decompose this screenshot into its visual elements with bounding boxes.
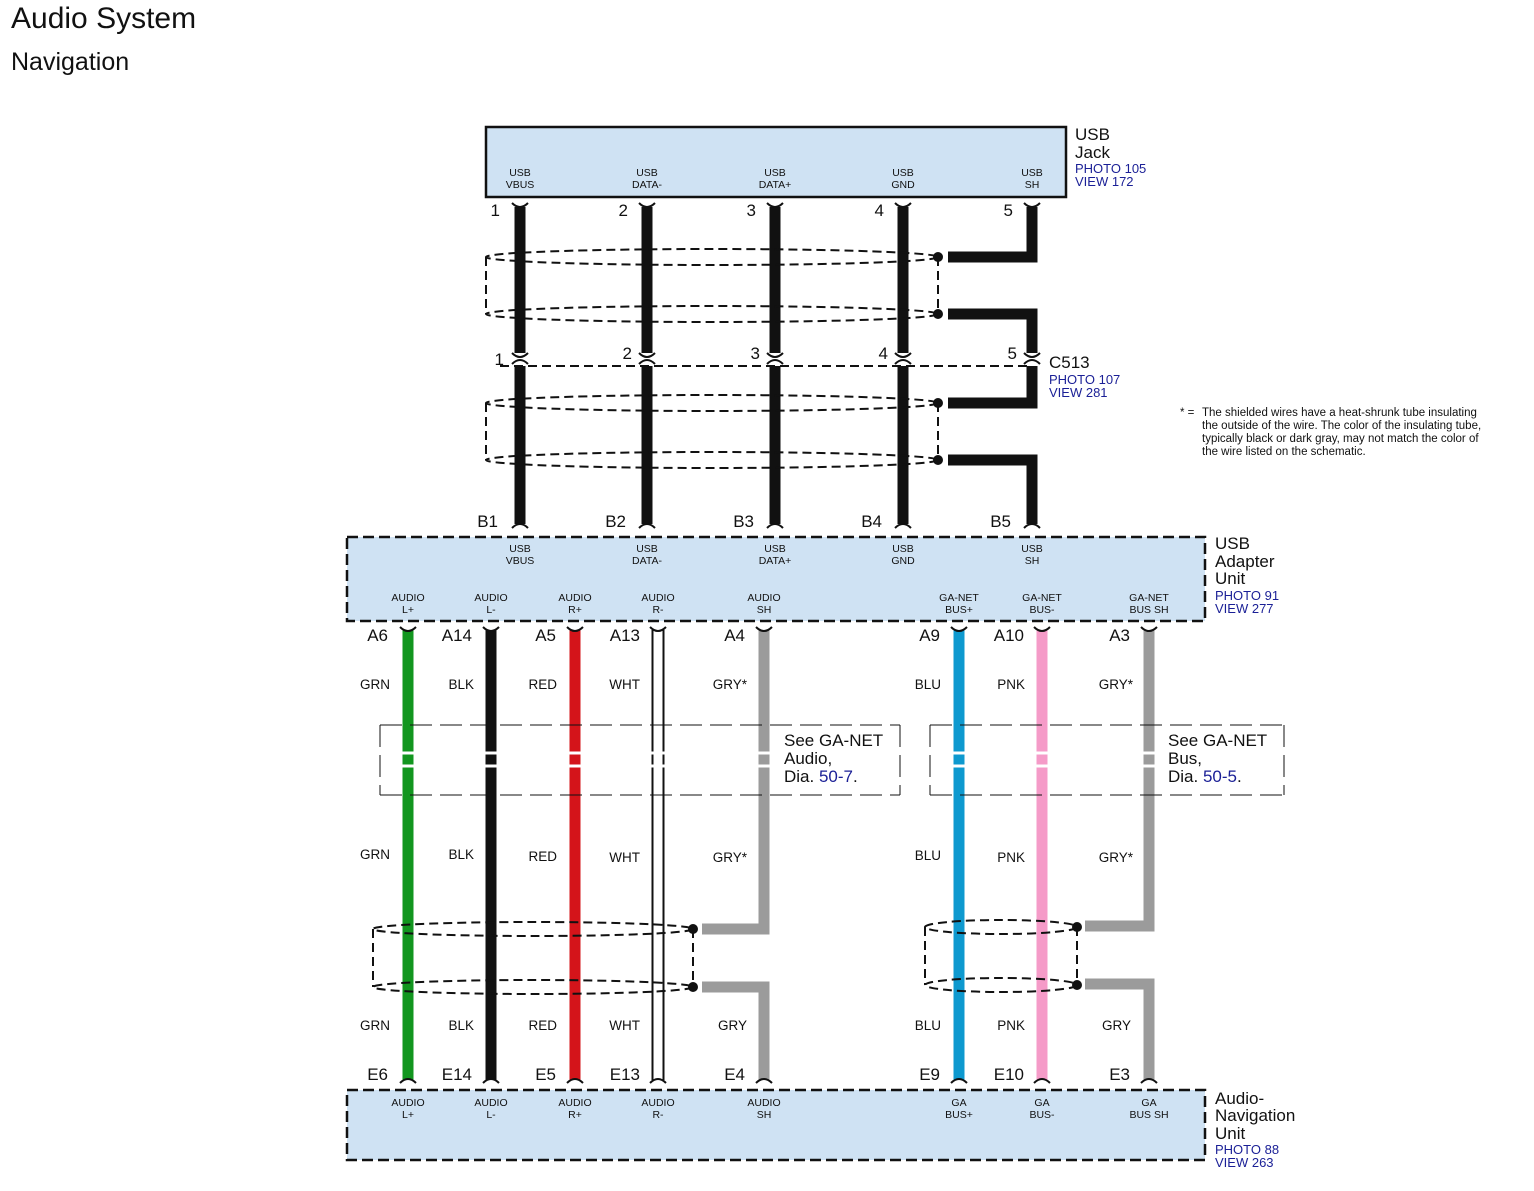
usb-adapter-unit <box>347 534 1279 621</box>
svg-text:GA-NET: GA-NET <box>939 592 979 604</box>
shield-middle <box>486 395 938 468</box>
svg-text:USB: USB <box>892 167 914 179</box>
svg-text:GRN: GRN <box>360 847 390 862</box>
svg-text:GRY*: GRY* <box>712 677 747 692</box>
shield-splice-dot <box>688 924 698 934</box>
svg-text:E6: E6 <box>367 1065 388 1084</box>
svg-text:E10: E10 <box>993 1065 1024 1084</box>
svg-text:USB: USB <box>509 543 531 555</box>
pin-number: 1 <box>494 350 504 369</box>
note-line: the wire listed on the schematic. <box>1202 446 1366 458</box>
ga-net-audio-reference <box>380 725 900 795</box>
shield-splice-dot <box>1072 980 1082 990</box>
adapter-a-pins <box>367 626 1130 645</box>
pin-number: 3 <box>746 201 756 220</box>
pin-number: B1 <box>477 512 498 531</box>
shield-splice-dot <box>1072 922 1082 932</box>
usb-adapter-name: USB <box>1215 534 1250 553</box>
svg-text:BLU: BLU <box>914 677 941 692</box>
pin-number: 5 <box>1007 344 1017 363</box>
svg-text:BLU: BLU <box>914 1018 941 1033</box>
svg-text:VBUS: VBUS <box>505 555 535 567</box>
usb-adapter-photo-link[interactable]: PHOTO 91 <box>1215 588 1280 603</box>
svg-text:USB: USB <box>1021 167 1043 179</box>
svg-text:USB: USB <box>509 167 531 179</box>
adapter-terminal <box>506 543 535 567</box>
audio-nav-name: Audio- <box>1215 1089 1265 1108</box>
pin-number: 3 <box>750 344 760 363</box>
usb-jack-photo-link[interactable]: PHOTO 105 <box>1075 161 1147 176</box>
svg-text:GRY: GRY <box>1101 1018 1131 1033</box>
svg-text:E9: E9 <box>919 1065 940 1084</box>
usb-adapter-view-link[interactable]: VIEW 277 <box>1215 601 1274 616</box>
dia-link-50-5[interactable]: 50-5 <box>1202 767 1237 786</box>
svg-text:A4: A4 <box>724 626 745 645</box>
page-title: Audio System <box>11 2 197 35</box>
svg-text:AUDIO: AUDIO <box>391 592 425 604</box>
svg-text:AUDIO: AUDIO <box>641 1097 675 1109</box>
shield-splice-dot <box>933 455 943 465</box>
svg-text:E3: E3 <box>1109 1065 1130 1084</box>
wire-gry-audio-sh <box>702 630 764 929</box>
pin-number: 5 <box>1003 201 1013 220</box>
svg-text:AUDIO: AUDIO <box>474 592 508 604</box>
svg-text:SH: SH <box>756 1109 772 1121</box>
shield-splice-dot <box>933 252 943 262</box>
pin-number: B2 <box>605 512 626 531</box>
usb-upper-wires <box>520 207 1032 353</box>
svg-text:WHT: WHT <box>609 1018 640 1033</box>
page-subtitle: Navigation <box>11 48 130 76</box>
usb-jack <box>486 125 1146 197</box>
svg-text:L-: L- <box>486 1109 496 1121</box>
connector-c513 <box>495 344 1121 400</box>
pin-number: 2 <box>622 344 632 363</box>
svg-text:GA-NET: GA-NET <box>1129 592 1169 604</box>
svg-text:BUS+: BUS+ <box>945 604 973 616</box>
svg-text:SH: SH <box>1024 179 1040 191</box>
svg-text:GRN: GRN <box>360 677 390 692</box>
pin-number: 4 <box>878 344 888 363</box>
svg-text:GRY*: GRY* <box>1098 850 1133 865</box>
svg-text:E4: E4 <box>724 1065 745 1084</box>
usb-jack-terminal <box>506 167 535 191</box>
svg-text:E13: E13 <box>609 1065 640 1084</box>
svg-text:L-: L- <box>486 604 496 616</box>
audio-bus-wires <box>408 630 1149 1080</box>
svg-text:BUS+: BUS+ <box>945 1109 973 1121</box>
wire-usb-sh-upper <box>948 207 1032 257</box>
svg-text:BLK: BLK <box>448 847 474 862</box>
svg-text:Bus,: Bus, <box>1168 749 1203 768</box>
svg-text:BUS SH: BUS SH <box>1129 1109 1169 1121</box>
shield-audio <box>373 922 693 994</box>
svg-text:SH: SH <box>756 604 772 616</box>
svg-text:WHT: WHT <box>609 677 640 692</box>
pin-number: B4 <box>861 512 882 531</box>
svg-text:AUDIO: AUDIO <box>474 1097 508 1109</box>
usb-jack-terminal <box>891 167 915 191</box>
note-line: typically black or dark gray, may not match the color of <box>1202 433 1479 445</box>
svg-text:AUDIO: AUDIO <box>641 592 675 604</box>
svg-text:GA: GA <box>951 1097 967 1109</box>
svg-text:USB: USB <box>764 543 786 555</box>
svg-text:R+: R+ <box>568 1109 582 1121</box>
shield-splice-dot <box>933 309 943 319</box>
pin-number: B3 <box>733 512 754 531</box>
svg-text:GND: GND <box>891 179 915 191</box>
svg-text:E14: E14 <box>441 1065 472 1084</box>
svg-text:AUDIO: AUDIO <box>747 1097 781 1109</box>
svg-text:See GA-NET: See GA-NET <box>1168 731 1268 750</box>
svg-text:A5: A5 <box>535 626 556 645</box>
svg-text:RED: RED <box>528 677 557 692</box>
svg-text:L+: L+ <box>402 604 414 616</box>
shield-bus <box>925 920 1077 992</box>
audio-nav-name: Navigation <box>1215 1106 1296 1125</box>
svg-text:GND: GND <box>891 555 915 567</box>
svg-text:RED: RED <box>528 1018 557 1033</box>
shield-splice-dot <box>688 982 698 992</box>
svg-text:E5: E5 <box>535 1065 556 1084</box>
ga-net-bus-reference <box>930 725 1284 795</box>
pin-number: 1 <box>490 201 500 220</box>
svg-text:AUDIO: AUDIO <box>391 1097 425 1109</box>
terminal-caps <box>512 203 1040 207</box>
svg-text:BLK: BLK <box>448 1018 474 1033</box>
c513-name: C513 <box>1049 353 1090 372</box>
svg-text:PNK: PNK <box>997 850 1025 865</box>
usb-adapter-name: Adapter <box>1215 552 1275 571</box>
svg-text:A6: A6 <box>367 626 388 645</box>
svg-text:Dia. 50-5.: Dia. 50-5. <box>1168 767 1242 786</box>
usb-jack-view-link[interactable]: VIEW 172 <box>1075 174 1134 189</box>
dia-link-50-7[interactable]: 50-7 <box>818 767 853 786</box>
svg-text:R-: R- <box>652 604 664 616</box>
pin-number: B5 <box>990 512 1011 531</box>
svg-text:BUS-: BUS- <box>1029 604 1055 616</box>
note-line: the outside of the wire. The color of the insulating tube, <box>1202 420 1482 432</box>
svg-text:BLK: BLK <box>448 677 474 692</box>
svg-text:A14: A14 <box>441 626 472 645</box>
svg-text:USB: USB <box>892 543 914 555</box>
svg-text:DATA+: DATA+ <box>758 179 792 191</box>
svg-text:A13: A13 <box>609 626 640 645</box>
usb-adapter-name: Unit <box>1215 569 1246 588</box>
svg-text:GA: GA <box>1141 1097 1157 1109</box>
svg-text:R-: R- <box>652 1109 664 1121</box>
svg-text:A3: A3 <box>1109 626 1130 645</box>
adapter-terminal <box>891 543 915 567</box>
svg-text:USB: USB <box>1021 543 1043 555</box>
svg-text:USB: USB <box>764 167 786 179</box>
svg-text:A10: A10 <box>993 626 1024 645</box>
svg-text:RED: RED <box>528 849 557 864</box>
svg-text:Audio,: Audio, <box>784 749 833 768</box>
svg-text:DATA-: DATA- <box>632 555 662 567</box>
svg-text:AUDIO: AUDIO <box>558 1097 592 1109</box>
svg-text:BUS SH: BUS SH <box>1129 604 1169 616</box>
usb-jack-name: Jack <box>1075 143 1110 162</box>
svg-text:GRY: GRY <box>717 1018 747 1033</box>
audio-nav-e-pins <box>367 1065 1130 1084</box>
svg-text:Dia. 50-7.: Dia. 50-7. <box>784 767 858 786</box>
usb-lower-wires <box>520 366 1032 524</box>
shield-upper <box>486 249 938 322</box>
svg-text:DATA+: DATA+ <box>758 555 792 567</box>
svg-text:GA: GA <box>1034 1097 1050 1109</box>
audio-nav-photo-link[interactable]: PHOTO 88 <box>1215 1142 1280 1157</box>
audio-navigation-unit <box>347 1089 1295 1170</box>
svg-text:GRY*: GRY* <box>712 850 747 865</box>
note-line: The shielded wires have a heat-shrunk tube insulating <box>1202 407 1477 419</box>
svg-text:BLU: BLU <box>914 848 941 863</box>
note-marker: * = <box>1180 407 1195 419</box>
svg-text:L+: L+ <box>402 1109 414 1121</box>
svg-text:R+: R+ <box>568 604 582 616</box>
svg-text:USB: USB <box>636 543 658 555</box>
svg-text:AUDIO: AUDIO <box>747 592 781 604</box>
svg-text:DATA-: DATA- <box>632 179 662 191</box>
svg-text:AUDIO: AUDIO <box>558 592 592 604</box>
c513-photo-link[interactable]: PHOTO 107 <box>1049 372 1121 387</box>
pin-number: 2 <box>618 201 628 220</box>
shield-splice-dot <box>933 398 943 408</box>
svg-text:PNK: PNK <box>997 1018 1025 1033</box>
svg-text:PNK: PNK <box>997 677 1025 692</box>
audio-nav-view-link[interactable]: VIEW 263 <box>1215 1155 1274 1170</box>
wire-gry-bus-sh <box>1085 630 1149 926</box>
c513-view-link[interactable]: VIEW 281 <box>1049 385 1108 400</box>
svg-text:SH: SH <box>1024 555 1040 567</box>
usb-jack-name: USB <box>1075 125 1110 144</box>
svg-text:See GA-NET: See GA-NET <box>784 731 884 750</box>
svg-text:GRY*: GRY* <box>1098 677 1133 692</box>
svg-text:GA-NET: GA-NET <box>1022 592 1062 604</box>
svg-text:GRN: GRN <box>360 1018 390 1033</box>
svg-text:A9: A9 <box>919 626 940 645</box>
pin-number: 4 <box>874 201 884 220</box>
adapter-terminal <box>1129 592 1169 616</box>
terminal-caps <box>512 524 1040 528</box>
wire-usb-sh-drain <box>948 314 1032 353</box>
svg-text:USB: USB <box>636 167 658 179</box>
audio-nav-name: Unit <box>1215 1124 1246 1143</box>
svg-text:VBUS: VBUS <box>505 179 535 191</box>
svg-text:WHT: WHT <box>609 850 640 865</box>
svg-text:BUS-: BUS- <box>1029 1109 1055 1121</box>
